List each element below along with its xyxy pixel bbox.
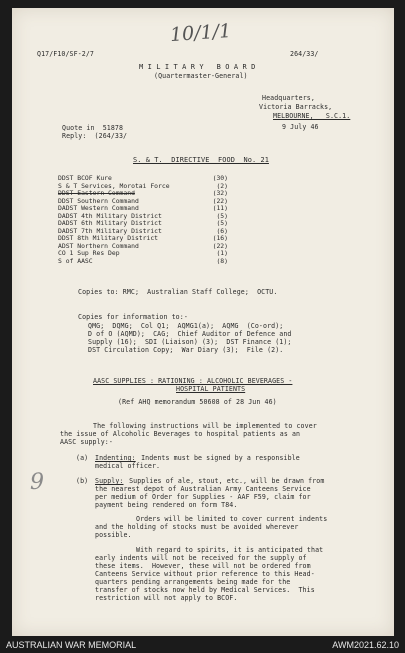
copies-info-line-4: DST Circulation Copy; War Diary (3); File (2). bbox=[88, 346, 284, 354]
orders-line-1: Orders will be limited to cover current indents bbox=[136, 515, 328, 523]
copy-count: (2) bbox=[216, 181, 228, 190]
recipient-name: DADST Western Command bbox=[58, 204, 139, 212]
intro-line-3: AASC supply:- bbox=[60, 438, 113, 446]
copy-count: (16) bbox=[212, 234, 228, 242]
spirits-line-1: With regard to spirits, it is anticipated that bbox=[136, 546, 324, 554]
recipient-name: DDST Eastern Command bbox=[58, 189, 135, 197]
item-a-title: Indenting: bbox=[95, 454, 136, 462]
copy-count: (1) bbox=[216, 249, 228, 257]
footer-institution: AUSTRALIAN WAR MEMORIAL bbox=[6, 640, 137, 650]
letter-date: 9 July 46 bbox=[282, 123, 319, 131]
address-line-1: Headquarters, bbox=[262, 94, 315, 102]
board-title: M I L I T A R Y B O A R D bbox=[139, 63, 256, 71]
recipient-name: DDST Southern Command bbox=[58, 196, 139, 205]
spirits-line-5: quarters pending arrangements being made for the bbox=[95, 578, 291, 586]
copies-info-line-1: QMG; DQMG; Col Q1; AQMG1(a); AQMG (Co-ord); bbox=[88, 322, 284, 330]
spirits-line-7: restriction will not apply to BCOF. bbox=[95, 594, 238, 602]
address-line-2: Victoria Barracks, bbox=[259, 103, 333, 111]
copy-count: (8) bbox=[216, 256, 228, 265]
item-a-line-1: Indents must be signed by a responsible bbox=[137, 454, 300, 462]
subject-line-1: AASC SUPPLIES : RATIONING : ALCOHOLIC BEVERAGES - bbox=[93, 377, 293, 385]
intro-line-1: The following instructions will be implemented to cover bbox=[93, 422, 317, 430]
margin-pencil-mark: 9 bbox=[30, 470, 44, 495]
copy-count: (22) bbox=[212, 196, 228, 205]
copy-count: (6) bbox=[216, 226, 228, 235]
board-subtitle: (Quartermaster-General) bbox=[154, 72, 248, 80]
copies-info-line-3: Supply (16); SDI (Liaison) (3); DST Finance (1); bbox=[88, 338, 292, 346]
copies-info-line-2: D of O (AQMD); CAG; Chief Auditor of Defence and bbox=[88, 330, 292, 338]
orders-line-3: possible. bbox=[95, 531, 132, 539]
quote-line-1: Quote in 51878 bbox=[62, 124, 124, 132]
quote-line-2: Reply: (264/33/ bbox=[62, 132, 128, 140]
recipient-name: CO 1 Sup Res Dep bbox=[58, 249, 120, 257]
recipient-name: S of AASC bbox=[58, 256, 93, 265]
footer-bar bbox=[0, 638, 405, 653]
recipient-name: S & T Services, Morotai Force bbox=[58, 181, 170, 190]
distribution-list bbox=[58, 175, 228, 265]
handwritten-file-number: 10/1/1 bbox=[169, 19, 232, 47]
spirits-line-6: transfer of stocks now held by Medical Services. This bbox=[95, 586, 315, 594]
copy-count: (22) bbox=[212, 241, 228, 250]
item-a-line-2: medical officer. bbox=[95, 462, 161, 470]
distribution-row bbox=[58, 258, 228, 266]
copy-count: (30) bbox=[212, 174, 228, 182]
orders-line-2: and the holding of stocks must be avoided wherever bbox=[95, 523, 299, 531]
copy-count: (32) bbox=[212, 189, 228, 197]
spirits-line-4: Canteens Service without prior reference to this Head- bbox=[95, 570, 315, 578]
reference-right: 264/33/ bbox=[290, 50, 319, 58]
recipient-name: ADST Northern Command bbox=[58, 241, 139, 250]
item-b-line-4: payment being rendered on form T84. bbox=[95, 501, 238, 509]
item-b-line-1: Supplies of ale, stout, etc., will be drawn from bbox=[125, 477, 325, 485]
copies-info-heading: Copies for information to:- bbox=[78, 313, 188, 321]
intro-line-2: the issue of Alcoholic Beverages to hospital patients as an bbox=[60, 430, 301, 438]
recipient-name: DDST BCOF Kure bbox=[58, 174, 112, 182]
spirits-line-2: early indents will not be received for the supply of bbox=[95, 554, 307, 562]
copies-to-line: Copies to: RMC; Australian Staff College; OCTU. bbox=[78, 288, 278, 296]
address-line-3: MELBOURNE, S.C.1. bbox=[273, 112, 351, 120]
copy-count: (5) bbox=[216, 219, 228, 227]
subject-reference: (Ref AHQ memorandum 50608 of 28 Jun 46) bbox=[118, 398, 277, 406]
recipient-name: DADST 4th Military District bbox=[58, 211, 162, 220]
item-b-line-3: per medium of Order for Supplies - AAF F59, claim for bbox=[95, 493, 311, 501]
item-b-line-2: the nearest depot of Australian Army Canteens Service bbox=[95, 485, 311, 493]
reference-left: Q17/F10/SF-2/7 bbox=[37, 50, 94, 58]
copy-count: (11) bbox=[212, 204, 228, 212]
copy-count: (5) bbox=[216, 211, 228, 220]
item-b-title: Supply: bbox=[95, 477, 124, 485]
recipient-name: DADST 6th Military District bbox=[58, 219, 162, 227]
item-a-label: (a) bbox=[76, 454, 89, 462]
recipient-name: DADST 7th Military District bbox=[58, 226, 162, 235]
spirits-line-3: these items. However, these will not be ordered from bbox=[95, 562, 311, 570]
directive-title: S. & T. DIRECTIVE FOOD No. 21 bbox=[133, 156, 269, 164]
footer-catalogue-id: AWM2021.62.10 bbox=[332, 640, 399, 650]
recipient-name: DDST 8th Military District bbox=[58, 234, 159, 242]
item-b-label: (b) bbox=[76, 477, 89, 485]
subject-line-2: HOSPITAL PATIENTS bbox=[176, 385, 246, 393]
